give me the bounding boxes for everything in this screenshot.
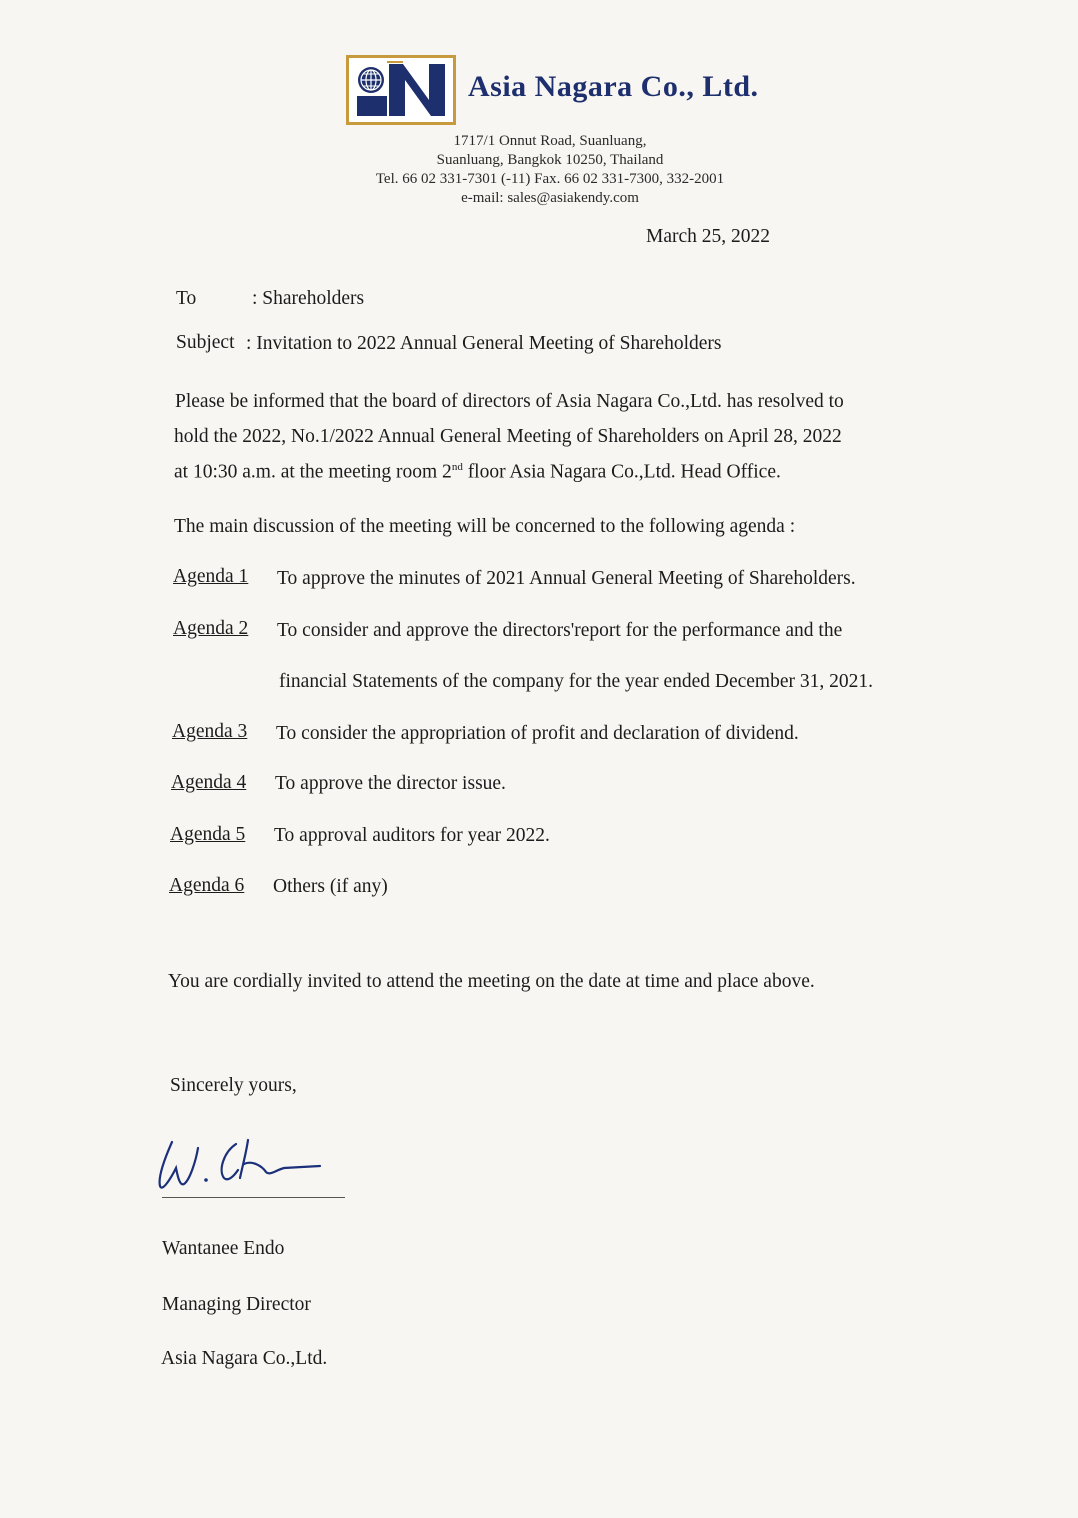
- letter-date: March 25, 2022: [646, 226, 771, 247]
- agenda-5-label: Agenda 5: [170, 824, 246, 845]
- signer-name: Wantanee Endo: [162, 1238, 285, 1259]
- company-logo: [346, 55, 456, 125]
- address-line-1: 1717/1 Onnut Road, Suanluang,: [453, 133, 647, 149]
- agenda-6-label: Agenda 6: [169, 875, 245, 896]
- agenda-6-text: Others (if any): [273, 876, 388, 897]
- address-line-2: Suanluang, Bangkok 10250, Thailand: [436, 152, 664, 168]
- agenda-2-text-cont: financial Statements of the company for the year ended December 31, 2021.: [279, 671, 873, 692]
- closing-text: Sincerely yours,: [170, 1075, 297, 1096]
- invite-text: You are cordially invited to attend the meeting on the date at time and place above.: [168, 971, 815, 992]
- para1-line3-pre: at 10:30 a.m. at the meeting room 2: [174, 461, 452, 483]
- email-line: e-mail: sales@asiakendy.com: [461, 190, 639, 206]
- agenda-4-label: Agenda 4: [171, 772, 247, 793]
- agenda-3-text: To consider the appropriation of profit and declaration of dividend.: [276, 723, 799, 744]
- signer-title: Managing Director: [162, 1294, 311, 1315]
- agenda-4-text: To approve the director issue.: [275, 773, 506, 794]
- para1-line3-post: floor Asia Nagara Co.,Ltd. Head Office.: [462, 461, 781, 483]
- handwritten-signature: [152, 1130, 332, 1200]
- contact-line: Tel. 66 02 331-7301 (-11) Fax. 66 02 331-7300, 332-2001: [375, 171, 725, 187]
- agenda-2-label: Agenda 2: [173, 618, 249, 639]
- company-name: Asia Nagara Co., Ltd.: [468, 70, 759, 103]
- to-value: : Shareholders: [252, 288, 365, 309]
- para1-line3: [174, 461, 781, 484]
- signature-line: [162, 1197, 345, 1198]
- para2: The main discussion of the meeting will be concerned to the following agenda :: [174, 516, 796, 537]
- signer-company: Asia Nagara Co.,Ltd.: [161, 1348, 328, 1369]
- agenda-1-label: Agenda 1: [173, 566, 249, 587]
- agenda-3-label: Agenda 3: [172, 721, 248, 742]
- to-label: To: [176, 288, 197, 309]
- subject-label: Subject: [176, 332, 235, 353]
- subject-value: : Invitation to 2022 Annual General Meeting of Shareholders: [246, 333, 722, 354]
- agenda-2-text: To consider and approve the directors'report for the performance and the: [277, 620, 843, 641]
- para1-line3-sup: nd: [451, 461, 463, 473]
- logo-globe-icon: [349, 58, 453, 122]
- para1-line1: Please be informed that the board of directors of Asia Nagara Co.,Ltd. has resolved to: [175, 391, 844, 412]
- agenda-1-text: To approve the minutes of 2021 Annual General Meeting of Shareholders.: [277, 568, 856, 589]
- agenda-5-text: To approval auditors for year 2022.: [274, 825, 550, 846]
- para1-line2: hold the 2022, No.1/2022 Annual General Meeting of Shareholders on April 28, 2022: [174, 426, 842, 447]
